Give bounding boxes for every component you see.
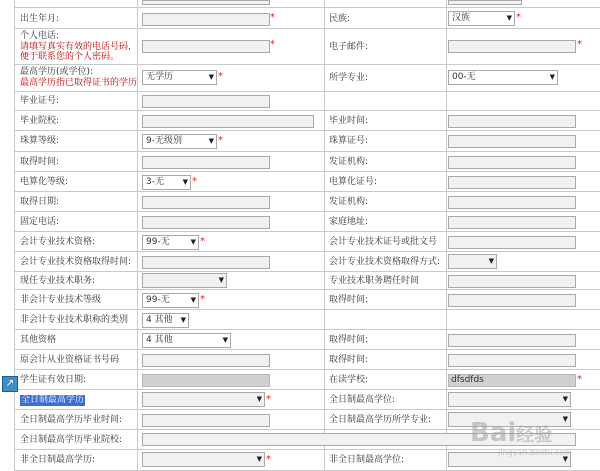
appoint-time-input[interactable] bbox=[448, 275, 576, 288]
ft-degree-right-label: 全日制最高学位: bbox=[329, 395, 396, 405]
watermark bbox=[470, 418, 552, 448]
landline-input[interactable] bbox=[142, 216, 270, 229]
table-row bbox=[14, 92, 600, 111]
appoint-time-label: 专业技术职务聘任时间 bbox=[329, 276, 420, 286]
computerized-level-value: 3-无 bbox=[146, 177, 164, 187]
major-label: 所学专业: bbox=[329, 73, 369, 83]
orig-cert-time-label: 取得时间: bbox=[329, 355, 369, 365]
chevron-down-icon: ▼ bbox=[180, 316, 186, 324]
obtain-time-input[interactable] bbox=[142, 156, 270, 169]
chevron-down-icon: ▼ bbox=[256, 455, 262, 463]
ft-degree-right-select[interactable] bbox=[448, 392, 571, 407]
top-partial-input[interactable] bbox=[142, 0, 270, 5]
chevron-down-icon: ▼ bbox=[506, 14, 512, 22]
required-mark: * bbox=[266, 454, 271, 465]
acct-qual-method-label: 会计专业技术资格取得方式: bbox=[329, 257, 441, 267]
non-acct-type-select[interactable] bbox=[142, 313, 189, 328]
education-label: 最高学历(或学位): bbox=[20, 67, 94, 77]
chevron-down-icon: ▼ bbox=[190, 238, 196, 246]
ethnicity-select[interactable] bbox=[448, 11, 515, 26]
birth-input[interactable] bbox=[142, 13, 270, 26]
non-acct-time-input[interactable] bbox=[448, 294, 576, 307]
school-input[interactable] bbox=[142, 115, 314, 128]
chevron-down-icon: ▼ bbox=[190, 296, 196, 304]
pt-degree-right-label: 非全日制最高学位: bbox=[329, 455, 405, 465]
grad-cert-label: 毕业证号: bbox=[20, 96, 60, 106]
ft-major-label: 全日制最高学历所学专业: bbox=[329, 415, 432, 425]
grad-cert-input[interactable] bbox=[142, 95, 270, 108]
chevron-down-icon: ▼ bbox=[208, 73, 214, 81]
chevron-down-icon: ▼ bbox=[208, 137, 214, 145]
current-school-value: dfsdfds bbox=[451, 375, 484, 385]
address-input[interactable] bbox=[448, 216, 576, 229]
school-label: 毕业院校: bbox=[20, 116, 60, 126]
email-input[interactable] bbox=[448, 40, 576, 53]
watermark-sub-text: jingyan.baidu.com bbox=[498, 448, 572, 457]
chevron-down-icon: ▼ bbox=[562, 395, 568, 403]
pt-degree-select[interactable] bbox=[142, 452, 265, 467]
ft-grad-time-label: 全日制最高学历毕业时间: bbox=[20, 415, 123, 425]
major-select[interactable] bbox=[448, 70, 558, 85]
required-mark: * bbox=[516, 12, 521, 23]
acct-qual-method-select[interactable] bbox=[448, 254, 497, 269]
birth-label: 出生年月: bbox=[20, 14, 60, 24]
chevron-down-icon: ▼ bbox=[256, 395, 262, 403]
required-mark: * bbox=[266, 394, 271, 405]
education-value: 无学历 bbox=[146, 72, 174, 82]
education-select[interactable] bbox=[142, 70, 217, 85]
ft-school-label: 全日制最高学历毕业院校: bbox=[20, 435, 123, 445]
education-note: 最高学历指已取得证书的学历 bbox=[20, 78, 138, 88]
phone-label: 个人电话: bbox=[20, 31, 60, 41]
ethnicity-value: 汉族 bbox=[452, 13, 471, 23]
watermark-text-2: 经验 bbox=[516, 425, 553, 446]
phone-input[interactable] bbox=[142, 40, 270, 53]
chevron-down-icon: ▼ bbox=[488, 257, 494, 265]
issuer-input-2[interactable] bbox=[448, 196, 576, 209]
abacus-cert-input[interactable] bbox=[448, 135, 576, 148]
chevron-down-icon: ▼ bbox=[222, 336, 228, 344]
acct-qual-time-label: 会计专业技术资格取得时间: bbox=[20, 257, 132, 267]
ft-degree-label: 全日制最高学历 bbox=[21, 395, 85, 405]
major-value: 00-无 bbox=[452, 72, 476, 82]
ft-degree-select[interactable] bbox=[142, 392, 265, 407]
other-qual-select[interactable] bbox=[142, 333, 231, 348]
required-mark: * bbox=[218, 71, 223, 82]
required-mark: * bbox=[270, 39, 275, 50]
acct-cert-no-input[interactable] bbox=[448, 236, 576, 249]
non-acct-type-label: 非会计专业技术职称的类别 bbox=[20, 315, 129, 325]
current-school-input[interactable] bbox=[448, 374, 576, 387]
issuer-input[interactable] bbox=[448, 156, 576, 169]
computerized-level-label: 电算化等级: bbox=[20, 177, 69, 187]
non-acct-level-select[interactable] bbox=[142, 293, 199, 308]
chevron-down-icon: ▼ bbox=[182, 178, 188, 186]
required-mark: * bbox=[200, 236, 205, 247]
abacus-level-value: 9-无级别 bbox=[146, 136, 182, 146]
current-position-select[interactable] bbox=[142, 273, 227, 288]
issuer-label-2: 发证机构: bbox=[329, 197, 369, 207]
non-acct-time-label: 取得时间: bbox=[329, 295, 369, 305]
phone-note: 便于联系您的个人密码。 bbox=[20, 52, 120, 62]
non-acct-type-value: 4 其他 bbox=[146, 315, 173, 325]
computerized-cert-input[interactable] bbox=[448, 176, 576, 189]
required-mark: * bbox=[218, 135, 223, 146]
orig-cert-time-input[interactable] bbox=[448, 354, 576, 367]
ft-grad-time-input[interactable] bbox=[142, 414, 270, 427]
obtain-time-label: 取得时间: bbox=[20, 157, 60, 167]
ethnicity-label: 民族: bbox=[329, 14, 351, 24]
phone-note: 请填写真实有效的电话号码, bbox=[20, 42, 131, 52]
acct-qual-select[interactable] bbox=[142, 235, 199, 250]
chevron-down-icon: ▼ bbox=[549, 73, 555, 81]
grad-time-input[interactable] bbox=[448, 115, 576, 128]
non-acct-level-value: 99-无 bbox=[146, 295, 170, 305]
watermark-sub bbox=[498, 448, 572, 457]
student-id-label: 学生证有效日期: bbox=[20, 375, 87, 385]
email-label: 电子邮件: bbox=[329, 42, 369, 52]
required-mark: * bbox=[270, 12, 275, 23]
required-mark: * bbox=[577, 374, 582, 385]
obtain-date-label: 取得日期: bbox=[20, 197, 60, 207]
grad-time-label: 毕业时间: bbox=[329, 116, 369, 126]
other-qual-time-label: 取得时间: bbox=[329, 335, 369, 345]
student-id-input[interactable] bbox=[142, 374, 270, 387]
computerized-cert-label: 电算化证号: bbox=[329, 177, 378, 187]
orig-cert-label: 原会计从业资格证书号码 bbox=[20, 355, 120, 365]
top-partial-input-right[interactable] bbox=[448, 0, 522, 5]
current-position-label: 现任专业技术职务: bbox=[20, 276, 96, 286]
other-qual-value: 4 其他 bbox=[146, 335, 173, 345]
address-label: 家庭地址: bbox=[329, 217, 369, 227]
non-acct-level-label: 非会计专业技术等级 bbox=[20, 295, 102, 305]
acct-qual-time-input[interactable] bbox=[142, 256, 270, 269]
orig-cert-input[interactable] bbox=[142, 354, 270, 367]
computerized-level-select[interactable] bbox=[142, 175, 191, 190]
arrow-icon[interactable]: ↗ bbox=[2, 376, 18, 392]
abacus-level-label: 珠算等级: bbox=[20, 136, 60, 146]
abacus-cert-label: 珠算证号: bbox=[329, 136, 369, 146]
landline-label: 固定电话: bbox=[20, 217, 60, 227]
abacus-level-select[interactable] bbox=[142, 134, 217, 149]
watermark-text: Bai bbox=[470, 418, 517, 448]
chevron-down-icon: ▼ bbox=[218, 276, 224, 284]
issuer-label: 发证机构: bbox=[329, 157, 369, 167]
current-school-label: 在读学校: bbox=[329, 375, 369, 385]
acct-qual-value: 99-无 bbox=[146, 237, 170, 247]
chevron-down-icon: ▼ bbox=[562, 455, 568, 463]
obtain-date-input[interactable] bbox=[142, 196, 270, 209]
acct-qual-label: 会计专业技术资格: bbox=[20, 237, 96, 247]
chevron-down-icon: ▼ bbox=[562, 415, 568, 423]
required-mark: * bbox=[200, 294, 205, 305]
other-qual-time-input[interactable] bbox=[448, 334, 576, 347]
pt-degree-label: 非全日制最高学历: bbox=[20, 455, 96, 465]
required-mark: * bbox=[192, 176, 197, 187]
required-mark: * bbox=[577, 39, 582, 50]
other-qual-label: 其他资格 bbox=[20, 335, 57, 345]
acct-cert-no-label: 会计专业技术证号或批文号 bbox=[329, 237, 438, 247]
